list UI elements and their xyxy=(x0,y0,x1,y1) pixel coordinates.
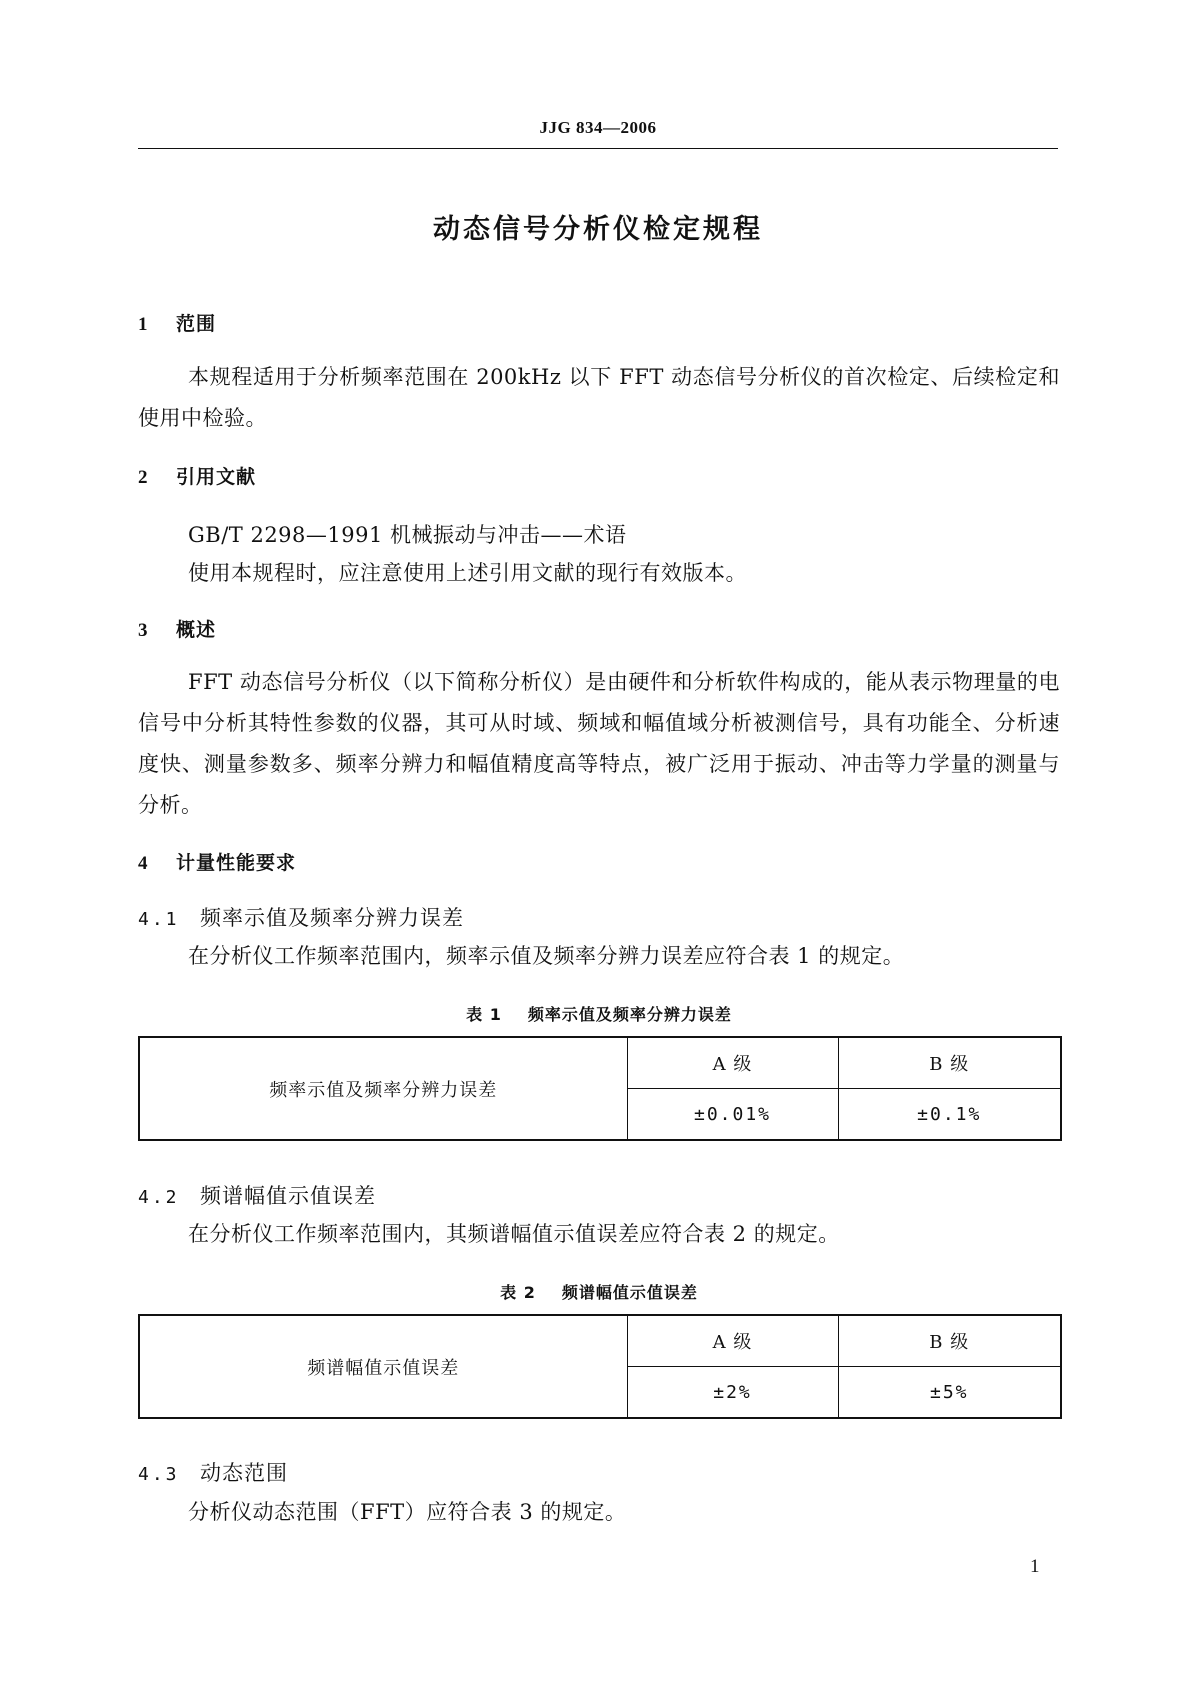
value-b: ±5% xyxy=(838,1367,1061,1419)
subsection-number: 4.1 xyxy=(138,909,180,930)
subsection-4-3-heading xyxy=(138,1457,288,1487)
section-title: 引用文献 xyxy=(176,466,257,488)
column-header-a: A 级 xyxy=(627,1037,838,1089)
section-1-heading xyxy=(138,309,216,336)
column-header-a: A 级 xyxy=(627,1315,838,1367)
section-number: 4 xyxy=(138,853,149,874)
page-header: JJG 834—2006 xyxy=(539,118,657,137)
subsection-4-1-text: 在分析仪工作频率范围内，频率示值及频率分辨力误差应符合表 1 的规定。 xyxy=(188,944,905,968)
subsection-title: 动态范围 xyxy=(200,1461,288,1485)
header-rule xyxy=(138,148,1058,149)
value-a: ±0.01% xyxy=(627,1089,838,1141)
subsection-title: 频率示值及频率分辨力误差 xyxy=(200,906,464,930)
reference-item: GB/T 2298—1991 机械振动与冲击——术语 xyxy=(188,523,627,547)
subsection-number: 4.3 xyxy=(138,1464,180,1485)
section-1-paragraph: 本规程适用于分析频率范围在 200kHz 以下 FFT 动态信号分析仪的首次检定、后续检定和使用中检验。 xyxy=(138,365,1060,430)
subsection-number: 4.2 xyxy=(138,1187,180,1208)
table-title: 频率示值及频率分辨力误差 xyxy=(527,1005,732,1024)
table-1-caption xyxy=(138,1002,1060,1025)
section-title: 范围 xyxy=(176,313,217,335)
section-4-heading xyxy=(138,848,296,875)
section-number: 1 xyxy=(138,314,149,335)
table-title: 频谱幅值示值误差 xyxy=(561,1283,698,1302)
table-2 xyxy=(138,1314,1062,1419)
section-3-heading xyxy=(138,615,216,642)
subsection-4-3-text: 分析仪动态范围（FFT）应符合表 3 的规定。 xyxy=(188,1500,627,1524)
column-header-b: B 级 xyxy=(838,1037,1061,1089)
table-label: 表 1 xyxy=(466,1005,502,1024)
subsection-title: 频谱幅值示值误差 xyxy=(200,1184,376,1208)
section-title: 概述 xyxy=(176,619,217,641)
page-number: 1 xyxy=(1030,1556,1040,1577)
column-header-b: B 级 xyxy=(838,1315,1061,1367)
subsection-4-1-heading xyxy=(138,902,464,932)
section-title: 计量性能要求 xyxy=(176,852,297,874)
value-a: ±2% xyxy=(627,1367,838,1419)
value-b: ±0.1% xyxy=(838,1089,1061,1141)
subsection-4-2-heading xyxy=(138,1180,376,1210)
table-1 xyxy=(138,1036,1062,1141)
section-number: 3 xyxy=(138,620,149,641)
section-2-heading xyxy=(138,462,256,489)
document-title: 动态信号分析仪检定规程 xyxy=(433,214,763,245)
table-row xyxy=(139,1315,1061,1367)
table-row-label: 频谱幅值示值误差 xyxy=(139,1315,627,1418)
reference-note: 使用本规程时，应注意使用上述引用文献的现行有效版本。 xyxy=(188,561,747,585)
table-label: 表 2 xyxy=(500,1283,536,1302)
table-row xyxy=(139,1037,1061,1089)
table-row-label: 频率示值及频率分辨力误差 xyxy=(139,1037,627,1140)
subsection-4-2-text: 在分析仪工作频率范围内，其频谱幅值示值误差应符合表 2 的规定。 xyxy=(188,1222,840,1246)
section-3-paragraph: FFT 动态信号分析仪（以下简称分析仪）是由硬件和分析软件构成的，能从表示物理量的电信号中分析其特性参数的仪器，其可从时域、频域和幅值域分析被测信号，具有功能全、分析速度快、测量参数多、频率分辨力和幅值精度高等特点，被广泛用于振动、冲击等力学量的测量与分析。 xyxy=(138,670,1060,817)
table-2-caption xyxy=(138,1280,1060,1303)
section-number: 2 xyxy=(138,467,149,488)
